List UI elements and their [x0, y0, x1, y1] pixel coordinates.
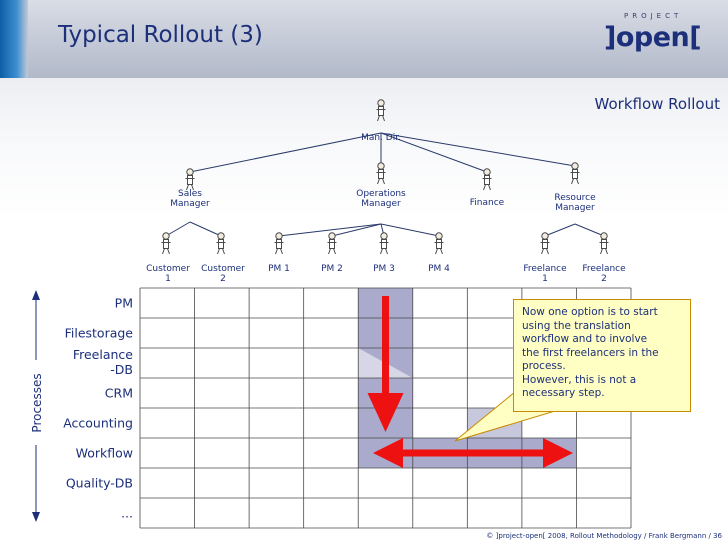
process-row-label: ...: [121, 505, 133, 521]
process-row-label: PM: [114, 295, 133, 311]
manager-label-2: Finance: [469, 198, 505, 208]
staff-label-3: PM 2: [321, 264, 343, 274]
staff-label-5: PM 4: [428, 264, 450, 274]
staff-4-icon: [380, 233, 389, 254]
org-connector-line: [545, 224, 575, 236]
manager-3-icon: [571, 163, 580, 184]
org-connector-line: [381, 133, 575, 166]
manager-label-3: Resource Manager: [554, 193, 596, 213]
staff-5-icon: [435, 233, 444, 254]
staff-label-4: PM 3: [373, 264, 395, 274]
logo-small-text: PROJECT: [624, 12, 683, 20]
callout-line: process.: [522, 360, 566, 372]
manager-1-icon: [377, 163, 386, 184]
slide-title: Typical Rollout (3): [58, 22, 263, 48]
managing-director-label: Man. Dir.: [361, 133, 401, 143]
manager-label-0: Sales Manager: [170, 189, 210, 209]
down-arrow-shaft: [382, 296, 389, 396]
staff-label-6: Freelance 1: [523, 264, 567, 284]
staff-label-1: Customer 2: [201, 264, 245, 284]
process-row-label: Quality-DB: [65, 475, 133, 491]
process-row-label: Freelance -DB: [72, 347, 133, 377]
staff-label-0: Customer 1: [146, 264, 190, 284]
staff-0-icon: [162, 233, 171, 254]
org-chart-actors: [162, 100, 609, 254]
org-chart-connectors: [166, 133, 604, 236]
staff-3-icon: [328, 233, 337, 254]
staff-7-icon: [600, 233, 609, 254]
staff-1-icon: [217, 233, 226, 254]
axis-arrow-down-icon: [32, 512, 40, 522]
callout-line: necessary step.: [522, 387, 605, 399]
axis-arrow-up-icon: [32, 290, 40, 300]
callout-line: using the translation: [522, 319, 631, 332]
org-connector-line: [575, 224, 604, 236]
process-row-label: Filestorage: [64, 325, 133, 341]
callout-line: Now one option is to start: [522, 306, 658, 318]
callout-line: However, this is not a: [522, 373, 637, 386]
slide-subtitle: Workflow Rollout: [594, 95, 720, 113]
callout-line: workflow and to involve: [522, 333, 648, 345]
org-chart-labels: [146, 133, 626, 284]
org-connector-line: [190, 133, 381, 172]
org-connector-line: [381, 224, 439, 236]
org-connector-line: [332, 224, 381, 236]
staff-6-icon: [541, 233, 550, 254]
processes-axis-label: Processes: [30, 373, 44, 433]
horizontal-arrow-shaft: [400, 450, 546, 457]
process-row-label: Workflow: [75, 445, 133, 461]
process-row-label: CRM: [104, 385, 133, 401]
callout-line: the first freelancers in the: [522, 346, 659, 359]
manager-0-icon: [186, 169, 195, 190]
org-connector-line: [190, 222, 221, 236]
process-row-labels: [63, 296, 133, 521]
manager-2-icon: [483, 169, 492, 190]
org-connector-line: [166, 222, 190, 236]
managing-director-icon: [377, 100, 386, 121]
logo-main-text: ]open[: [604, 22, 702, 53]
staff-label-2: PM 1: [268, 264, 290, 274]
staff-label-7: Freelance 2: [582, 264, 626, 284]
process-row-label: Accounting: [63, 415, 133, 431]
manager-label-1: Operations Manager: [356, 189, 406, 209]
staff-2-icon: [275, 233, 284, 254]
callout-note: [513, 299, 691, 412]
processes-axis: [30, 290, 44, 522]
slide-footer: © ]project-open[ 2008, Rollout Methodology / Frank Bergmann / 36: [486, 532, 722, 540]
